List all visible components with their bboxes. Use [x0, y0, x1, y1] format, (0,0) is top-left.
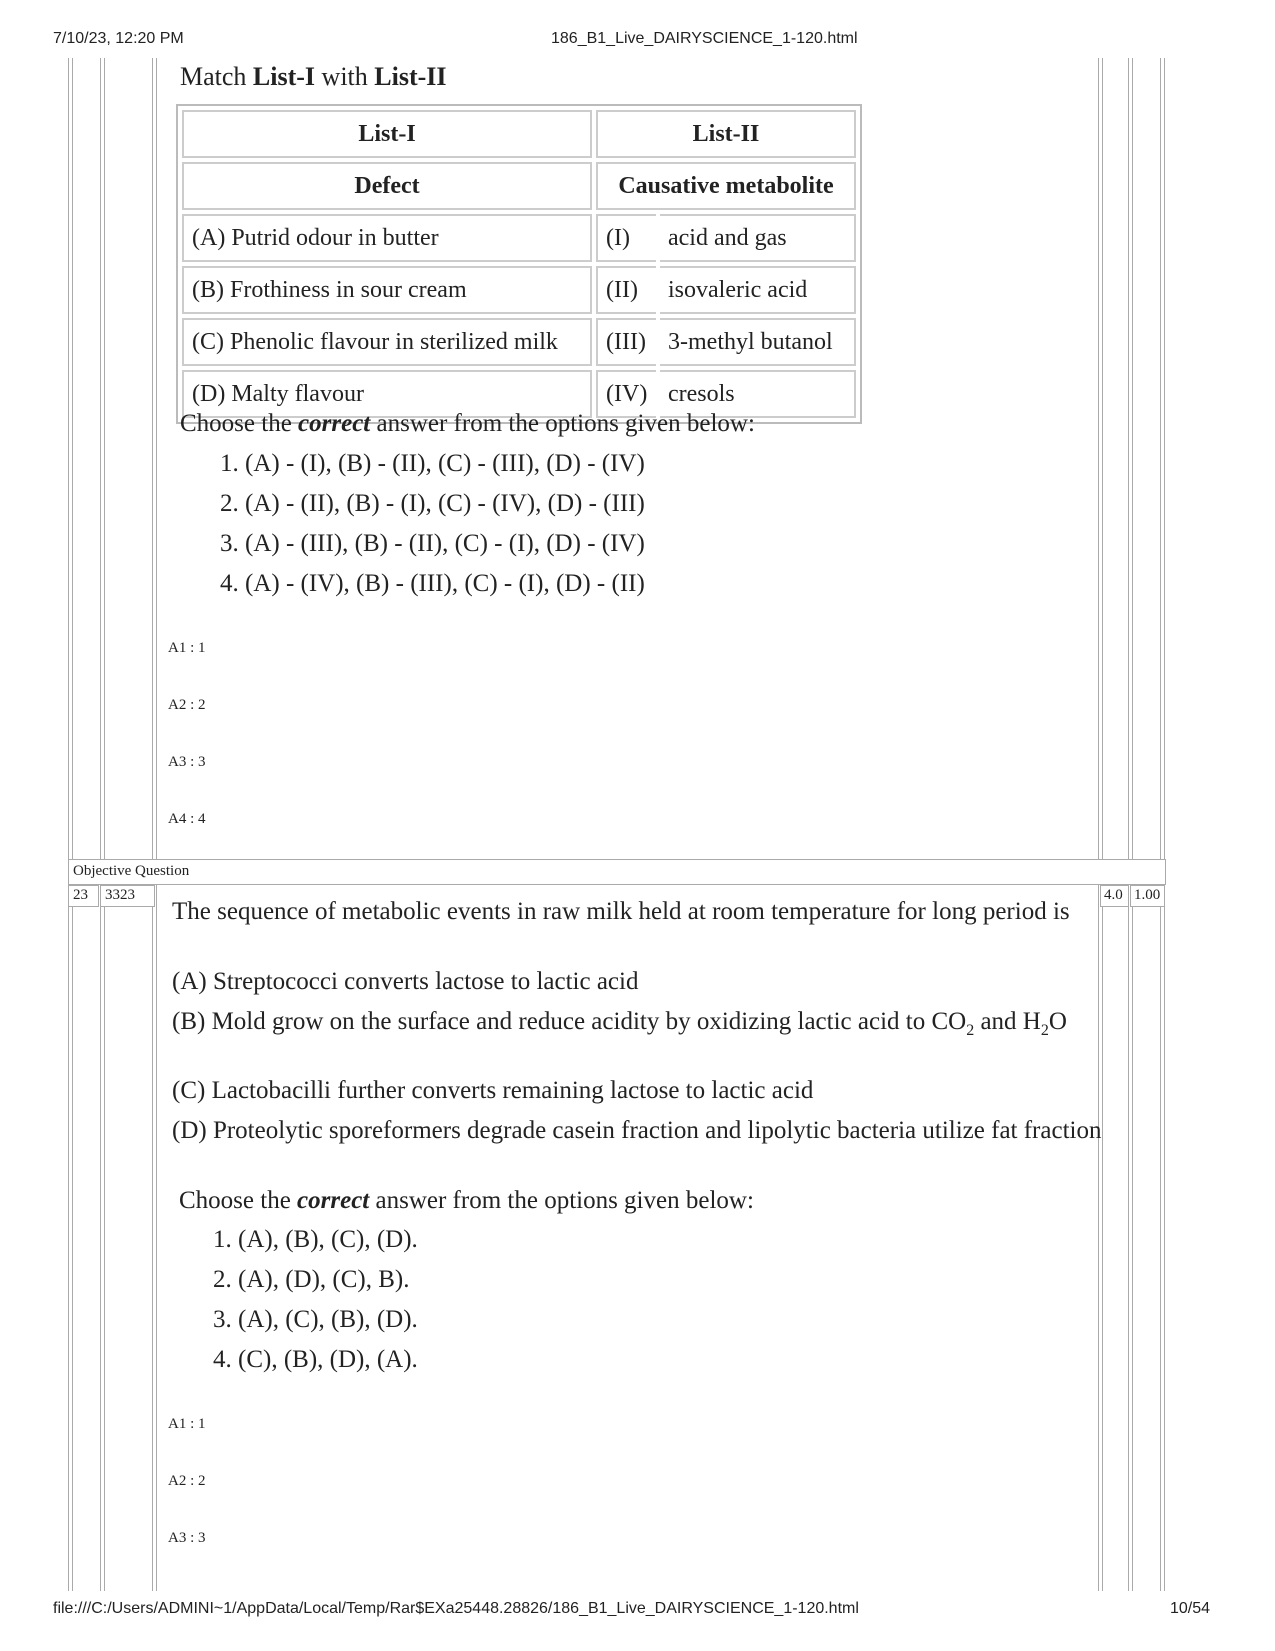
- defect-cell: (C) Phenolic flavour in sterilized milk: [182, 318, 592, 366]
- q22-answer-1: A1 : 1: [168, 640, 206, 656]
- q22-answer-3: A3 : 3: [168, 754, 206, 770]
- q22-option-2: 2. (A) - (II), (B) - (I), (C) - (IV), (D) - (III): [220, 490, 645, 517]
- roman-cell: (I): [596, 214, 656, 262]
- q23-answer-1: A1 : 1: [168, 1416, 206, 1432]
- col-header-list1: List-I: [182, 110, 592, 158]
- q22-option-3: 3. (A) - (III), (B) - (II), (C) - (I), (D) - (IV): [220, 530, 645, 557]
- metabolite-cell: acid and gas: [660, 214, 856, 262]
- q23-option-1: 1. (A), (B), (C), (D).: [213, 1226, 418, 1253]
- table-row: [182, 214, 856, 262]
- frame-line: [72, 58, 73, 1591]
- q23-answer-2: A2 : 2: [168, 1473, 206, 1489]
- col-subheader-defect: Defect: [182, 162, 592, 210]
- q22-option-1: 1. (A) - (I), (B) - (II), (C) - (III), (D) - (IV): [220, 450, 645, 477]
- frame-line: [1102, 58, 1103, 1591]
- frame-line: [156, 58, 157, 1591]
- q23-option-4: 4. (C), (B), (D), (A).: [213, 1346, 418, 1373]
- q22-option-4: 4. (A) - (IV), (B) - (III), (C) - (I), (D) - (II): [220, 570, 645, 597]
- q23-instruction: Choose the correct answer from the options given below:: [179, 1187, 754, 1214]
- frame-line: [68, 58, 69, 1591]
- metabolite-cell: 3-methyl butanol: [660, 318, 856, 366]
- q22-instruction: Choose the correct answer from the options given below:: [180, 410, 755, 437]
- frame-line: [100, 58, 101, 1591]
- defect-cell: (A) Putrid odour in butter: [182, 214, 592, 262]
- q23-marks: 4.0: [1104, 887, 1123, 903]
- q23-marks-cell: [1100, 885, 1129, 907]
- q23-id: 3323: [105, 887, 135, 903]
- frame-line: [104, 58, 105, 1591]
- q23-negative: 1.00: [1134, 887, 1161, 903]
- table-row: [182, 318, 856, 366]
- q23-number-cell: [68, 885, 99, 907]
- roman-cell: (IV): [596, 370, 656, 418]
- q23-answer-3: A3 : 3: [168, 1530, 206, 1546]
- q23-negative-cell: [1130, 885, 1165, 907]
- print-datetime: 7/10/23, 12:20 PM: [53, 30, 184, 47]
- print-title: 186_B1_Live_DAIRYSCIENCE_1-120.html: [551, 30, 858, 47]
- q22-intro: Match List-I with List-II: [180, 62, 447, 91]
- question-type-label: Objective Question: [73, 863, 190, 879]
- col-header-list2: List-II: [596, 110, 856, 158]
- q23-statement-c: (C) Lactobacilli further converts remaining lactose to lactic acid: [172, 1077, 814, 1104]
- q23-statement-d: (D) Proteolytic sporeformers degrade casein fraction and lipolytic bacteria utilize fat fraction: [172, 1117, 1102, 1144]
- q23-option-3: 3. (A), (C), (B), (D).: [213, 1306, 418, 1333]
- frame-line: [1128, 58, 1129, 1591]
- roman-cell: (III): [596, 318, 656, 366]
- frame-line: [1164, 58, 1165, 1591]
- metabolite-cell: cresols: [660, 370, 856, 418]
- print-page-number: 10/54: [1170, 1600, 1211, 1617]
- roman-cell: (II): [596, 266, 656, 314]
- table-row: [182, 266, 856, 314]
- defect-cell: (B) Frothiness in sour cream: [182, 266, 592, 314]
- frame-line: [1098, 58, 1099, 1591]
- print-file-path: file:///C:/Users/ADMINI~1/AppData/Local/Temp/Rar$EXa25448.28826/186_B1_Live_DAIRYSCIENCE_1-120.html: [53, 1600, 859, 1617]
- q23-id-cell: [100, 885, 155, 907]
- match-table: [176, 104, 862, 424]
- frame-line: [1132, 58, 1133, 1591]
- q23-number: 23: [73, 887, 88, 903]
- q23-option-2: 2. (A), (D), (C), B).: [213, 1266, 410, 1293]
- q22-answer-4: A4 : 4: [168, 811, 206, 827]
- q23-statement-b: (B) Mold grow on the surface and reduce acidity by oxidizing lactic acid to $CO_2$ and $H_2O$: [172, 1008, 1067, 1039]
- q22-answer-2: A2 : 2: [168, 697, 206, 713]
- frame-line: [152, 58, 153, 1591]
- frame-line: [1160, 58, 1161, 1591]
- metabolite-cell: isovaleric acid: [660, 266, 856, 314]
- question-type-row: [68, 859, 1166, 885]
- defect-cell: (D) Malty flavour: [182, 370, 592, 418]
- col-subheader-metabolite: Causative metabolite: [596, 162, 856, 210]
- q23-statement-a: (A) Streptococci converts lactose to lactic acid: [172, 968, 639, 995]
- q23-stem: The sequence of metabolic events in raw milk held at room temperature for long period is: [172, 898, 1070, 925]
